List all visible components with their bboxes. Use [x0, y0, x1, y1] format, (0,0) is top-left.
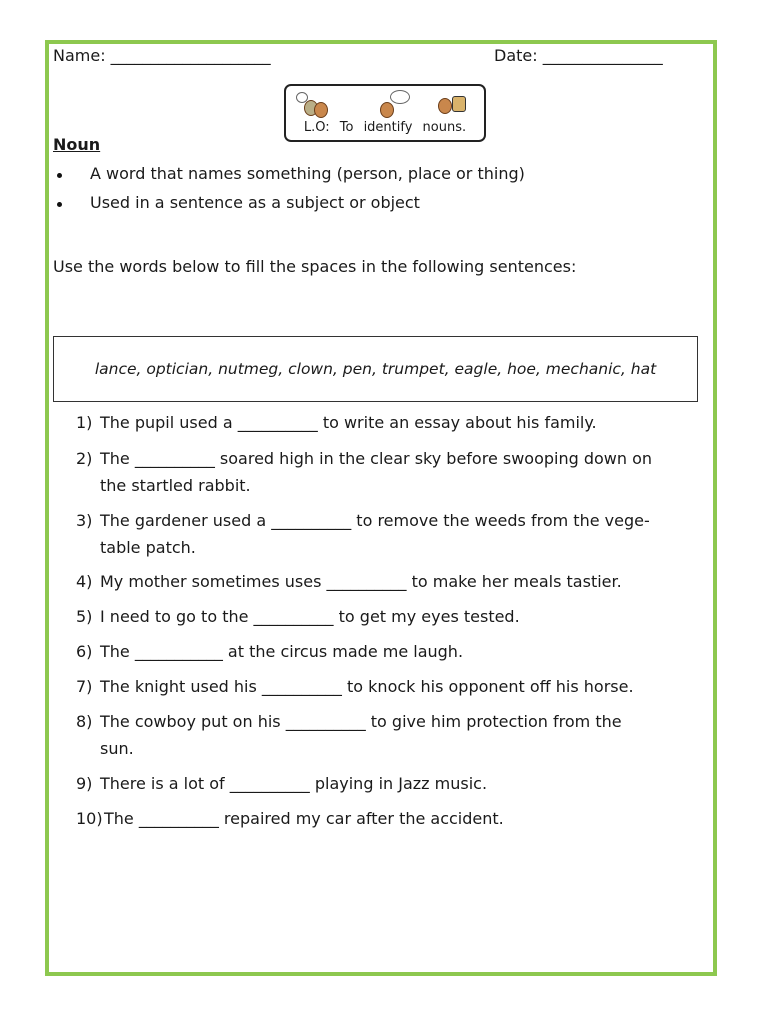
learning-objective-box: [284, 84, 486, 142]
question-number: 2): [76, 449, 93, 468]
person-with-object-icon: [436, 92, 472, 116]
thinking-person-icon: [296, 92, 330, 116]
question-number: 3): [76, 511, 93, 530]
question-number: 1): [76, 413, 93, 432]
question-text: The __________ repaired my car after the accident.: [104, 809, 504, 828]
question-text: The gardener used a __________ to remove the weeds from the vege-: [100, 511, 650, 530]
word-bank-box: [53, 336, 698, 402]
question-number: 9): [76, 774, 93, 793]
question-number: 10): [76, 809, 103, 828]
question-number: 4): [76, 572, 93, 591]
question-number: 8): [76, 712, 93, 731]
definition-bullet: Used in a sentence as a subject or object: [90, 193, 420, 212]
question-text-continued: the startled rabbit.: [100, 476, 251, 495]
name-field: Name: ____________________: [53, 46, 271, 65]
question-text-continued: table patch.: [100, 538, 196, 557]
question-text: The __________ soared high in the clear sky before swooping down on: [100, 449, 653, 468]
question-number: 6): [76, 642, 93, 661]
learning-objective-text: L.O: To identify nouns.: [303, 120, 467, 135]
bullet-dot: [57, 202, 62, 207]
question-text: The pupil used a __________ to write an essay about his family.: [100, 413, 597, 432]
definition-bullet: A word that names something (person, place or thing): [90, 164, 525, 183]
question-text: The knight used his __________ to knock his opponent off his horse.: [100, 677, 634, 696]
question-number: 7): [76, 677, 93, 696]
question-text: There is a lot of __________ playing in Jazz music.: [100, 774, 488, 793]
bullet-dot: [57, 173, 62, 178]
question-text: I need to go to the __________ to get my eyes tested.: [100, 607, 520, 626]
thought-bubble-icon: [376, 90, 412, 116]
date-field: Date: _______________: [494, 46, 663, 65]
question-number: 5): [76, 607, 93, 626]
question-text: The ___________ at the circus made me laugh.: [100, 642, 464, 661]
section-title: Noun: [53, 135, 101, 154]
question-text-continued: sun.: [100, 739, 134, 758]
question-text: My mother sometimes uses __________ to make her meals tastier.: [100, 572, 622, 591]
instruction-text: Use the words below to fill the spaces in the following sentences:: [53, 257, 577, 276]
question-text: The cowboy put on his __________ to give him protection from the: [100, 712, 622, 731]
word-bank-text: lance, optician, nutmeg, clown, pen, trumpet, eagle, hoe, mechanic, hat: [94, 360, 657, 378]
